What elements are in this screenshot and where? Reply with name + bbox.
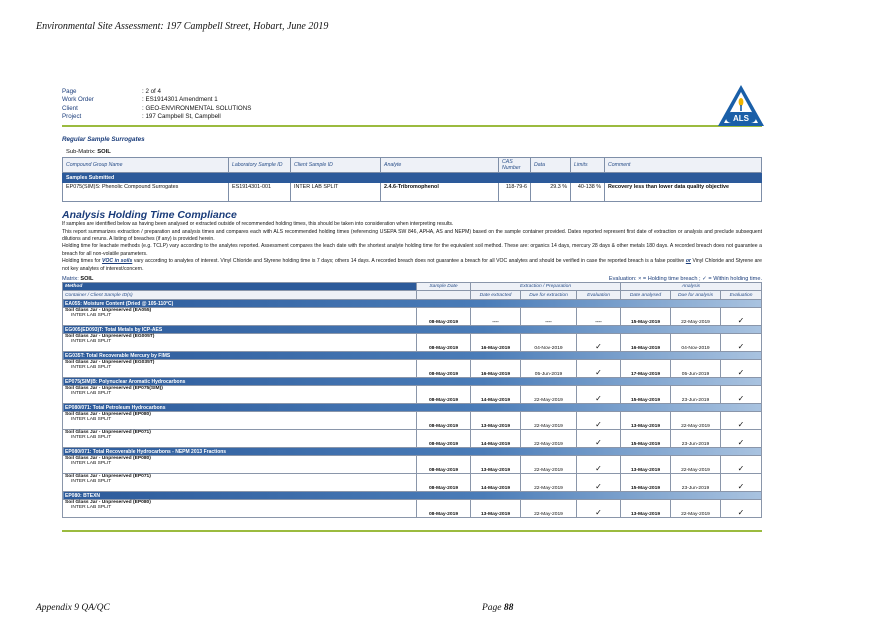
container-cell bbox=[63, 430, 417, 448]
eval-analysis-cell: ✓ bbox=[721, 360, 762, 378]
footer-rule bbox=[62, 530, 762, 532]
surrogates-cell: Recovery less than lower data quality objective bbox=[605, 183, 762, 202]
holding-time-p4: Holding times for VOC in soils vary according to analytes of interest. Vinyl Chloride and Styrene holding time is 7 days; others 14 days. A recorded breach does not guarantee a breach for all VOC analytes and should be verified in case the reported breach is a false positive or Vinyl Chloride and Styrene are not key analytes of interest/concern. bbox=[62, 258, 762, 272]
surrogates-title: Regular Sample Surrogates bbox=[62, 136, 145, 144]
col-eval-analysis: Evaluation bbox=[721, 291, 762, 300]
date-extracted-cell: 16-May-2019 bbox=[471, 360, 521, 378]
section-row bbox=[63, 404, 762, 412]
due-extraction-cell: 22-May-2019 bbox=[521, 456, 577, 474]
due-extraction-cell: 22-May-2019 bbox=[521, 386, 577, 404]
meta-key: Page bbox=[62, 88, 77, 95]
table-row bbox=[63, 308, 762, 326]
container-name: Soil Glass Jar - Unpreserved (EA055) bbox=[65, 308, 152, 314]
due-analysis-cell: 22-May-2019 bbox=[671, 412, 721, 430]
meta-value: : 197 Campbell St, Campbell bbox=[142, 112, 221, 120]
sample-date-cell: 08-May-2019 bbox=[417, 474, 471, 492]
surrogates-col-header: Client Sample ID bbox=[291, 158, 381, 173]
surrogates-col-header: Analyte bbox=[381, 158, 499, 173]
eval-extraction-cell: ✓ bbox=[577, 360, 621, 378]
container-name: Soil Glass Jar - Unpreserved (EP080) bbox=[65, 412, 151, 418]
section-title: EP080/071: Total Petroleum Hydrocarbons bbox=[63, 404, 762, 412]
eval-analysis-cell: ✓ bbox=[721, 456, 762, 474]
sample-date-cell: 08-May-2019 bbox=[417, 430, 471, 448]
surrogates-col-header: Comment bbox=[605, 158, 762, 173]
matrix-line: Matrix: SOIL Evaluation: × = Holding time breach ; ✓ = Within holding time. bbox=[62, 276, 762, 283]
col-analysis: Analysis bbox=[621, 283, 762, 291]
due-analysis-cell: 23-Jun-2019 bbox=[671, 474, 721, 492]
date-analysed-cell: 15-May-2019 bbox=[621, 430, 671, 448]
container-name: Soil Glass Jar - Unpreserved (EP071) bbox=[65, 430, 151, 436]
due-analysis-cell: 04-Nov-2019 bbox=[671, 334, 721, 352]
meta-row bbox=[62, 88, 762, 96]
client-sample-id: INTER LAB SPLIT bbox=[71, 505, 112, 511]
eval-extraction-cell: ✓ bbox=[577, 430, 621, 448]
surrogates-table bbox=[62, 157, 762, 202]
container-cell bbox=[63, 360, 417, 378]
surrogates-col-header: Laboratory Sample ID bbox=[229, 158, 291, 173]
due-analysis-cell: 22-May-2019 bbox=[671, 456, 721, 474]
container-name: Soil Glass Jar - Unpreserved (EP080) bbox=[65, 500, 151, 506]
container-cell bbox=[63, 308, 417, 326]
date-analysed-cell: 16-May-2019 bbox=[621, 334, 671, 352]
table-row bbox=[63, 360, 762, 378]
col-method: Method bbox=[63, 283, 417, 291]
date-extracted-cell: 13-May-2019 bbox=[471, 500, 521, 518]
sample-date-cell: 08-May-2019 bbox=[417, 456, 471, 474]
meta-value: : ES1914301 Amendment 1 bbox=[142, 96, 218, 104]
container-cell bbox=[63, 386, 417, 404]
table-row bbox=[63, 386, 762, 404]
date-analysed-cell: 17-May-2019 bbox=[621, 360, 671, 378]
eval-extraction-cell: ✓ bbox=[577, 474, 621, 492]
col-extraction: Extraction / Preparation bbox=[471, 283, 621, 291]
eval-analysis-cell: ✓ bbox=[721, 308, 762, 326]
header-rule bbox=[62, 125, 762, 127]
col-container: Container / Client Sample ID(s) bbox=[63, 291, 417, 300]
date-analysed-cell: 13-May-2019 bbox=[621, 412, 671, 430]
due-analysis-cell: 22-May-2019 bbox=[671, 500, 721, 518]
report-meta bbox=[62, 88, 762, 121]
meta-key: Project bbox=[62, 112, 82, 120]
container-cell bbox=[63, 500, 417, 518]
holding-time-title: Analysis Holding Time Compliance bbox=[62, 209, 237, 222]
section-row bbox=[63, 448, 762, 456]
col-due-extraction: Due for extraction bbox=[521, 291, 577, 300]
col-due-analysis: Due for analysis bbox=[671, 291, 721, 300]
due-analysis-cell: 22-May-2019 bbox=[671, 308, 721, 326]
client-sample-id: INTER LAB SPLIT bbox=[71, 313, 112, 319]
als-logo bbox=[716, 84, 766, 128]
eval-analysis-cell: ✓ bbox=[721, 474, 762, 492]
surrogates-col-header: Data bbox=[531, 158, 571, 173]
due-extraction-cell: ---- bbox=[521, 308, 577, 326]
client-sample-id: INTER LAB SPLIT bbox=[71, 339, 112, 345]
due-extraction-cell: 22-May-2019 bbox=[521, 474, 577, 492]
section-title: EP075(SIM)B: Polynuclear Aromatic Hydrocarbons bbox=[63, 378, 762, 386]
table-row bbox=[63, 334, 762, 352]
section-row bbox=[63, 300, 762, 308]
client-sample-id: INTER LAB SPLIT bbox=[71, 435, 112, 441]
eval-analysis-cell: ✓ bbox=[721, 386, 762, 404]
container-name: Soil Glass Jar - Unpreserved (EP080) bbox=[65, 456, 151, 462]
holding-time-table bbox=[62, 282, 762, 518]
eval-extraction-cell: ✓ bbox=[577, 500, 621, 518]
col-eval-extraction: Evaluation bbox=[577, 291, 621, 300]
holding-time-p1: If samples are identified below as having been analysed or extracted outside of recommended holding times, this should be taken into consideration when interpreting results. bbox=[62, 221, 454, 228]
meta-key: Client bbox=[62, 104, 78, 112]
date-extracted-cell: 13-May-2019 bbox=[471, 412, 521, 430]
col-date-analysed: Date analysed bbox=[621, 291, 671, 300]
section-title: EG035T: Total Recoverable Mercury by FIMS bbox=[63, 352, 762, 360]
due-extraction-cell: 22-May-2019 bbox=[521, 412, 577, 430]
date-extracted-cell: ---- bbox=[471, 308, 521, 326]
due-analysis-cell: 23-Jun-2019 bbox=[671, 386, 721, 404]
due-extraction-cell: 05-Jun-2019 bbox=[521, 360, 577, 378]
meta-row bbox=[62, 96, 762, 104]
container-name: Soil Glass Jar - Unpreserved (EG005T) bbox=[65, 334, 155, 340]
section-row bbox=[63, 378, 762, 386]
eval-extraction-cell: ✓ bbox=[577, 334, 621, 352]
footer-page: Page 88 bbox=[482, 603, 514, 613]
container-cell bbox=[63, 412, 417, 430]
eval-analysis-cell: ✓ bbox=[721, 430, 762, 448]
surrogates-cell: 40-138 % bbox=[571, 183, 605, 202]
date-analysed-cell: 13-May-2019 bbox=[621, 500, 671, 518]
meta-value: : GEO-ENVIRONMENTAL SOLUTIONS bbox=[142, 104, 252, 112]
col-date-extracted: Date extracted bbox=[471, 291, 521, 300]
section-title: EG005(ED093)T: Total Metals by ICP-AES bbox=[63, 326, 762, 334]
date-extracted-cell: 16-May-2019 bbox=[471, 334, 521, 352]
eval-extraction-cell: ---- bbox=[577, 308, 621, 326]
holding-time-p3: Holding time for leachate methods (e.g. TCLP) vary according to the analytes reported. Assessment compares the leach date with the shortest analyte holding time for the equivalent soil method. These are: organics 14 days, mercury 28 days & other metals 180 days. A recorded breach does not guarantee a breach for all non-volatile parameters. bbox=[62, 243, 762, 257]
sample-date-cell: 08-May-2019 bbox=[417, 386, 471, 404]
container-cell bbox=[63, 456, 417, 474]
date-extracted-cell: 14-May-2019 bbox=[471, 430, 521, 448]
section-row bbox=[63, 352, 762, 360]
eval-extraction-cell: ✓ bbox=[577, 456, 621, 474]
surrogates-cell: INTER LAB SPLIT bbox=[291, 183, 381, 202]
surrogates-group: Samples Submitted bbox=[63, 173, 762, 183]
section-title: EA055: Moisture Content (Dried @ 105-110°C) bbox=[63, 300, 762, 308]
client-sample-id: INTER LAB SPLIT bbox=[71, 391, 112, 397]
table-row bbox=[63, 430, 762, 448]
container-name: Soil Glass Jar - Unpreserved (EP075(SIM)) bbox=[65, 386, 163, 392]
due-extraction-cell: 22-May-2019 bbox=[521, 500, 577, 518]
meta-row bbox=[62, 105, 762, 113]
sample-date-cell: 08-May-2019 bbox=[417, 500, 471, 518]
container-cell bbox=[63, 334, 417, 352]
document-header: Environmental Site Assessment: 197 Campbell Street, Hobart, June 2019 bbox=[36, 21, 329, 32]
surrogates-cell: 118-79-6 bbox=[499, 183, 531, 202]
eval-analysis-cell: ✓ bbox=[721, 500, 762, 518]
section-row bbox=[63, 492, 762, 500]
table-row bbox=[63, 412, 762, 430]
container-cell bbox=[63, 474, 417, 492]
date-extracted-cell: 14-May-2019 bbox=[471, 386, 521, 404]
due-analysis-cell: 05-Jun-2019 bbox=[671, 360, 721, 378]
meta-value: : 2 of 4 bbox=[142, 88, 161, 95]
section-title: EP080/071: Total Recoverable Hydrocarbons - NEPM 2013 Fractions bbox=[63, 448, 762, 456]
section-row bbox=[63, 326, 762, 334]
date-analysed-cell: 15-May-2019 bbox=[621, 308, 671, 326]
container-name: Soil Glass Jar - Unpreserved (EG035T) bbox=[65, 360, 155, 366]
eval-extraction-cell: ✓ bbox=[577, 386, 621, 404]
sample-date-cell: 08-May-2019 bbox=[417, 412, 471, 430]
container-name: Soil Glass Jar - Unpreserved (EP071) bbox=[65, 474, 151, 480]
table-row bbox=[63, 500, 762, 518]
holding-time-p2: This report summarizes extraction / preparation and analysis times and compares each with ALS recommended holding times (referencing USEPA SW 846, APHA, AS and NEPM) based on the sample container provided. Dates reported represent first date of extraction or analysis and preclude subsequent dilutions and reruns. A listing of breaches (if any) is provided herein. bbox=[62, 228, 762, 242]
eval-analysis-cell: ✓ bbox=[721, 334, 762, 352]
section-title: EP080: BTEXN bbox=[63, 492, 762, 500]
surrogates-submatrix: Sub-Matrix: SOIL bbox=[66, 149, 111, 156]
sample-date-cell: 08-May-2019 bbox=[417, 334, 471, 352]
evaluation-legend: Evaluation: × = Holding time breach ; ✓ = Within holding time. bbox=[608, 276, 762, 283]
due-extraction-cell: 04-Nov-2019 bbox=[521, 334, 577, 352]
client-sample-id: INTER LAB SPLIT bbox=[71, 461, 112, 467]
meta-row bbox=[62, 113, 762, 121]
table-row bbox=[63, 456, 762, 474]
logo-text: ALS bbox=[733, 113, 749, 123]
sample-date-cell: 08-May-2019 bbox=[417, 360, 471, 378]
surrogates-cell: ES1914301-001 bbox=[229, 183, 291, 202]
report-page bbox=[62, 88, 762, 532]
due-extraction-cell: 22-May-2019 bbox=[521, 430, 577, 448]
client-sample-id: INTER LAB SPLIT bbox=[71, 365, 112, 371]
col-sample-date: Sample Date bbox=[417, 283, 471, 291]
surrogates-col-header: Compound Group Name bbox=[63, 158, 229, 173]
surrogates-cell: EP075(SIM)S: Phenolic Compound Surrogates bbox=[63, 183, 229, 202]
client-sample-id: INTER LAB SPLIT bbox=[71, 417, 112, 423]
due-analysis-cell: 23-Jun-2019 bbox=[671, 430, 721, 448]
date-extracted-cell: 14-May-2019 bbox=[471, 474, 521, 492]
client-sample-id: INTER LAB SPLIT bbox=[71, 479, 112, 485]
eval-extraction-cell: ✓ bbox=[577, 412, 621, 430]
date-analysed-cell: 15-May-2019 bbox=[621, 474, 671, 492]
surrogates-cell: 2.4.6-Tribromophenol bbox=[381, 183, 499, 202]
date-analysed-cell: 15-May-2019 bbox=[621, 386, 671, 404]
meta-key: Work Order bbox=[62, 96, 94, 104]
surrogates-cell: 29.3 % bbox=[531, 183, 571, 202]
date-analysed-cell: 13-May-2019 bbox=[621, 456, 671, 474]
footer-appendix: Appendix 9 QA/QC bbox=[36, 603, 110, 613]
surrogates-col-header: CAS Number bbox=[499, 158, 531, 173]
surrogates-col-header: Limits bbox=[571, 158, 605, 173]
date-extracted-cell: 13-May-2019 bbox=[471, 456, 521, 474]
sample-date-cell: 08-May-2019 bbox=[417, 308, 471, 326]
eval-analysis-cell: ✓ bbox=[721, 412, 762, 430]
table-row bbox=[63, 474, 762, 492]
